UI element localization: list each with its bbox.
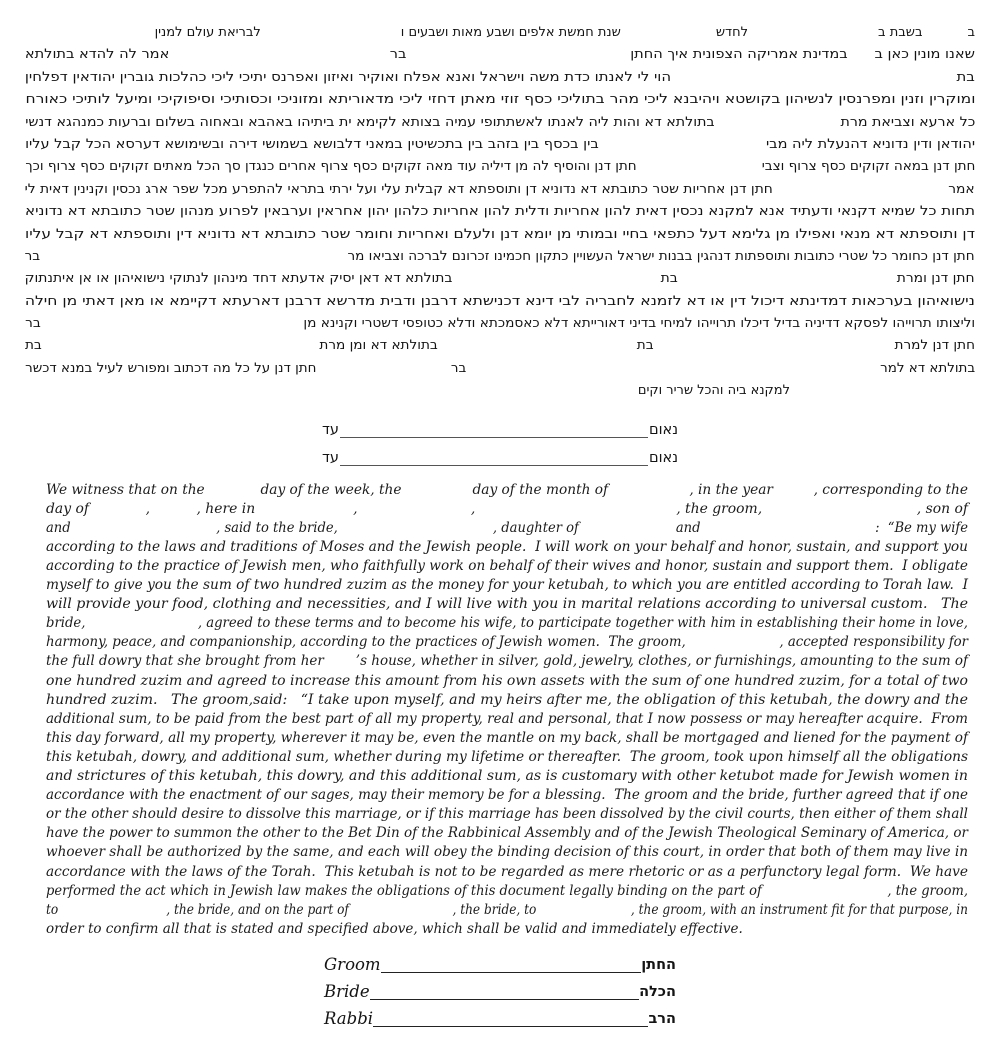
english-text-line (46, 843, 968, 862)
text-segment: according to the practice of Jewish men, who faithfully work on behalf of their wives and honor, sustain and support them. I obligate (46, 558, 968, 575)
text-segment: or the other should desire to dissolve this marriage, or if this marriage has been dissolved by the civil courts, then either of them shall (46, 806, 968, 823)
text-segment: , the bride, to (452, 901, 537, 918)
english-text-line (46, 633, 968, 652)
english-text-line (46, 500, 968, 519)
text-segment: בת (24, 338, 42, 354)
text-segment: חתן דנן אחריות שטר כתובתא דא נדוניא דן ותוספתא דא קבלית עלי ועל ירתי בתראי להתפרע מכל שפר ארג נכסין וקנינין דאית לי (24, 181, 774, 197)
english-text-line (46, 920, 968, 939)
groom-label-english: Groom (324, 954, 381, 974)
english-text-line (46, 863, 968, 882)
english-text-line (46, 767, 968, 786)
text-segment: have the power to summon the other to the Bet Din of the Rabbinical Assembly and of the Jewish Theological Seminary of America, or (46, 825, 968, 842)
text-segment: דן ותוספתא דא מנאי ואפילו מן גלימא דעל כתפאי בחיי ובמותי מן יומא דנן ולעלם ואחריות וחומר שטר כתובתא דא נדוניא דין ותוספתא דא קבל עליו (25, 226, 975, 242)
bride-signature-line[interactable] (370, 983, 639, 1000)
text-segment: בר (450, 360, 467, 376)
text-segment: , daughter of (492, 519, 579, 536)
english-text-line (46, 748, 968, 767)
text-segment: בתולתא דא והות ליה לאנתו לאשתתופי עמיה בצותא לקימא ית ביתיהו באהבא ובאחוה בשלום וברעות כמנהגא דנשי (25, 114, 715, 130)
blank-fill-in-field (316, 370, 451, 372)
text-segment: performed the act which in Jewish law makes the obligations of this document legally binding on the part of (46, 882, 762, 899)
english-text-section (0, 467, 1000, 939)
text-segment: , the groom, (887, 882, 968, 899)
english-text-line (46, 595, 968, 614)
groom-signature-line[interactable] (381, 956, 642, 973)
text-segment: one hundred zuzim and agreed to increase this amount from his own assets with the sum of one hundred zuzim, for a total of two (46, 672, 968, 689)
text-segment: to (46, 901, 59, 918)
text-segment: חתן דנן במאה זקוקים כסף צרוף וצבי (761, 159, 975, 175)
english-text-line (46, 729, 968, 748)
blank-fill-in-field (42, 347, 320, 349)
hebrew-text-line (25, 156, 975, 178)
text-segment: כל ארעא וצביאת מרת (840, 114, 975, 130)
text-segment: יהודאן ודין נדוניא דהנעלת ליה מבי (765, 136, 975, 152)
text-segment: , in the year (689, 481, 773, 498)
english-text-line (46, 557, 968, 576)
hebrew-text-line (25, 112, 975, 134)
english-text-line (46, 519, 968, 538)
hebrew-text-line (25, 134, 975, 156)
english-text-line (46, 824, 968, 843)
rabbi-label-hebrew: הרב (648, 1010, 676, 1027)
text-segment: this ketubah, dowry, and additional sum, whether during my lifetime or thereafter. The groom, took upon himself all the obligations (46, 748, 968, 765)
blank-fill-in-field (773, 492, 814, 494)
witness-row-2 (315, 439, 685, 467)
hebrew-text-line (25, 22, 975, 44)
text-segment: , said to the bride, (216, 519, 338, 536)
blank-fill-in-field (205, 492, 261, 494)
text-segment: day of the month of (472, 481, 609, 498)
english-text-line (46, 882, 968, 901)
hebrew-text-line (25, 313, 975, 335)
blank-fill-in-field (671, 79, 956, 81)
blank-fill-in-field (475, 511, 676, 513)
bride-label-english: Bride (324, 981, 370, 1001)
blank-fill-in-field (654, 347, 895, 349)
text-segment: בתולתא דא דאן יסיק אדעתא דחד מינהון לנתוקי נישואיהון או אן איתנתוק (24, 271, 453, 287)
hebrew-text-line (25, 67, 975, 89)
hebrew-text-line (25, 89, 975, 111)
text-segment: בר (389, 47, 407, 63)
hebrew-text-line (25, 358, 975, 380)
text-segment: בתולתא דא ומן מרת (319, 338, 438, 354)
text-segment: , here in (196, 500, 256, 517)
witness-signature-line-2[interactable] (340, 450, 648, 466)
text-segment: נישואיהון בערכאות דמדינתא דיכול דין או דא לזמנא לחבריה לבי דינא דכנישתא דרבנן ודבית מדרשא דרבנן דארעתא דקיימא או מאן דאתי מן חילה (25, 293, 975, 309)
hebrew-text-section (0, 0, 1000, 403)
english-text-line (46, 576, 968, 595)
english-text-line (46, 672, 968, 691)
bride-signature-row (324, 974, 676, 1001)
blank-fill-in-field (579, 530, 676, 532)
text-segment: the full dowry that she brought from her (46, 653, 324, 670)
text-segment: בת (956, 69, 975, 85)
english-text-line (46, 614, 968, 633)
hebrew-text-line (25, 44, 975, 66)
blank-fill-in-field (714, 124, 840, 126)
text-segment: harmony, peace, and companionship, according to the practices of Jewish women. The groom, (46, 634, 686, 651)
blank-fill-in-field (71, 530, 216, 532)
blank-fill-in-field (169, 56, 389, 58)
text-segment: הוי לי לאנתו כדת משה וישראל ואנא אפלח ואוקיר ואיזון ואפרנס יתיכי ליכי כהלכות גוברין יהודאין דפלחין (25, 69, 672, 85)
text-segment: , the bride, and on the part of (166, 901, 349, 918)
text-segment: , the groom, with an instrument fit for that purpose, in (630, 901, 968, 918)
groom-label-hebrew: החתן (641, 956, 676, 973)
blank-fill-in-field (466, 370, 880, 372)
text-segment: , agreed to these terms and to become his wife, to participate together with him in establishing their home in love, (197, 615, 968, 632)
signature-section (0, 947, 1000, 1028)
hebrew-text-line (25, 291, 975, 313)
text-segment: and (675, 519, 701, 536)
witness-row-1 (315, 411, 685, 439)
text-segment: חתן דנן כחומר כל שטרי כתובות ותוספתות דנהגין בבנות ישראל העשויין כתקון חכמינו זכרונם לברכה וצביאו מר (347, 248, 976, 264)
blank-fill-in-field (700, 530, 875, 532)
text-segment: ’s house, whether in silver, gold, jewelry, clothes, or furnishings, amounting to the sum of (355, 653, 969, 670)
text-segment: בר (25, 316, 41, 332)
text-segment: בשבת ב (878, 25, 923, 40)
english-text-line (46, 710, 968, 729)
hebrew-text-line (25, 224, 975, 246)
text-segment: בין בכסף בין בזהב בין בתכשיטין במאני דלבושא בשמושי דירה ובשימושא דערסא הכל קבל עליו (25, 136, 599, 152)
blank-fill-in-field (401, 492, 472, 494)
text-segment: בת (636, 338, 654, 354)
text-segment: , the groom, (676, 500, 763, 517)
english-text-line (46, 481, 968, 500)
text-segment: order to confirm all that is stated and specified above, which shall be valid and immediately effective. (46, 920, 743, 937)
english-text-line (46, 786, 968, 805)
blank-fill-in-field (621, 34, 716, 36)
text-segment: בת (661, 271, 679, 287)
text-segment: according to the laws and traditions of Moses and the Jewish people. I will work on your behalf and honor, sustain, and support you (46, 538, 968, 555)
text-segment: bride, (46, 615, 86, 632)
english-text-line (46, 901, 968, 920)
blank-fill-in-field (89, 511, 146, 513)
text-segment: אמר (948, 181, 975, 197)
text-segment: בתולתא דא למר (879, 360, 975, 376)
hebrew-text-line (25, 179, 975, 201)
blank-fill-in-field (599, 146, 766, 148)
rabbi-signature-line[interactable] (373, 1010, 648, 1027)
blank-fill-in-field (438, 347, 637, 349)
hebrew-text-line (25, 335, 975, 357)
text-segment: whoever shall be authorized by the same, and each will obey the binding decision of this court, in order that both of them may live in (46, 844, 968, 861)
blank-fill-in-field (453, 280, 661, 282)
text-segment: additional sum, to be paid from the best part of all my property, real and personal, that I now possess or may hereafter acquire. From (46, 710, 969, 727)
blank-fill-in-field (85, 625, 197, 627)
blank-fill-in-field (41, 325, 304, 327)
blank-fill-in-field (536, 912, 631, 914)
text-segment: hundred zuzim. The groom,said: “I take upon myself, and my heirs after me, the obligation of this ketubah, the dowry and the (46, 691, 969, 708)
text-segment: לבריאת עולם למנין (154, 25, 261, 40)
english-text-line (46, 652, 968, 671)
text-segment: חתן דנן והוסיף לה מן דיליה עוד מאה זקוקים כסף צרוף אחרים כנגדן סך הכל מאתים זקוקים כסף צרוף וכך (25, 159, 637, 175)
text-segment: בר (25, 248, 41, 264)
text-segment: will provide your food, clothing and necessities, and I will live with you in marital relations according to universal custom. The (46, 596, 968, 613)
blank-fill-in-field (773, 191, 948, 193)
text-segment: , (145, 500, 151, 517)
blank-fill-in-field (349, 912, 453, 914)
text-segment: למקנא ביה והכל שריר וקים (637, 383, 790, 399)
hebrew-text-line (25, 246, 975, 268)
text-segment: : “Be my wife (875, 519, 968, 536)
witness-ed-label: עד (321, 449, 339, 466)
blank-fill-in-field (686, 644, 780, 646)
text-segment: accordance with the laws of the Torah. This ketubah is not to be regarded as mere rhetoric or as a perfunctory legal form. We have (46, 863, 969, 880)
text-segment: this day forward, all my property, wherever it may be, even the mantle on my back, shall be mortgaged and liened for the payment of (46, 729, 968, 746)
english-text-line (46, 538, 968, 557)
text-segment: , (470, 500, 476, 517)
text-segment: לחדש (715, 25, 749, 40)
text-segment: תחות כל שמיא דקנאי ודעתיד אנא למקנא נכסין דאית להון אחריות ודלית להון אחריות כלהון יהון אחראין וערבאין לפרוע מנהון שטר כתובתא דא נדוניא (25, 204, 975, 220)
rabbi-signature-row (324, 1001, 676, 1028)
text-segment: אמר לה להדא בתולתא (25, 47, 170, 63)
text-segment: שנת חמשת אלפים ושבע מאות ושבעים ו (400, 25, 621, 40)
text-segment: day of (46, 500, 90, 517)
blank-fill-in-field (636, 168, 761, 170)
blank-fill-in-field (358, 511, 471, 513)
text-segment: ב (967, 25, 975, 40)
witness-section (0, 411, 1000, 467)
text-segment: וליצותו תרוייהו לפסקא דדיניה בדיל דיכלו תרוייהו למיחי בדיני דאורייתא דלא כאסמכתא ודלא כטופסי דשטרי וקנינא מן (303, 316, 976, 332)
english-text-line (46, 691, 968, 710)
witness-naum-label: נאום (648, 421, 679, 438)
blank-fill-in-field (40, 258, 347, 260)
text-segment: , corresponding to the (813, 481, 968, 498)
text-segment: We witness that on the (46, 481, 205, 498)
blank-fill-in-field (338, 530, 493, 532)
witness-naum-label: נאום (648, 449, 679, 466)
blank-fill-in-field (406, 56, 630, 58)
blank-fill-in-field (150, 511, 196, 513)
blank-fill-in-field (762, 893, 888, 895)
blank-fill-in-field (762, 511, 917, 513)
text-segment: במדינת אמריקה הצפונית איך החתן (630, 47, 848, 63)
text-segment: , accepted responsibility for (779, 634, 968, 651)
text-segment: , son of (916, 500, 968, 517)
witness-signature-line-1[interactable] (340, 422, 648, 438)
text-segment: and (46, 519, 71, 536)
text-segment: חתן דנן למרת (894, 338, 975, 354)
blank-fill-in-field (608, 492, 689, 494)
text-segment: accordance with the enactment of our sages, may their memory be for a blessing. The groom and the bride, further agreed that if one (46, 787, 968, 804)
text-segment: and strictures of this ketubah, this dowry, and this additional sum, as is customary with other ketubot made for Jewish women in (46, 768, 969, 785)
hebrew-text-line (25, 268, 975, 290)
rabbi-label-english: Rabbi (324, 1008, 374, 1028)
blank-fill-in-field (922, 34, 967, 36)
hebrew-text-line (25, 380, 975, 402)
blank-fill-in-field (58, 912, 166, 914)
blank-fill-in-field (261, 34, 401, 36)
bride-label-hebrew: הכלה (639, 983, 676, 1000)
blank-fill-in-field (324, 663, 356, 665)
blank-fill-in-field (848, 56, 875, 58)
text-segment: חתן דנן על כל מה דכתוב ומפורש לעיל במנא דכשר (25, 360, 317, 376)
text-segment: day of the week, the (260, 481, 402, 498)
blank-fill-in-field (678, 280, 897, 282)
witness-ed-label: עד (321, 421, 339, 438)
blank-fill-in-field (255, 511, 353, 513)
text-segment: myself to give you the sum of two hundred zuzim as the money for your ketubah, to which you are entitled according to Torah law. I (46, 577, 968, 594)
text-segment: חתן דנן ומרת (897, 271, 975, 287)
blank-fill-in-field (748, 34, 878, 36)
groom-signature-row (324, 947, 676, 974)
text-segment: , (353, 500, 358, 517)
hebrew-text-line (25, 201, 975, 223)
english-text-line (46, 805, 968, 824)
text-segment: שאנו מונין כאן ב (874, 47, 975, 63)
text-segment: ומוקרין וזנין ומפרנסין לנשיהון בקושטא ויהיבנא ליכי מהר בתוליכי כסף זוזי מאתן דחזי ליכי מדאוריתא ומזוניכי וכסותיכי וסיפוקיכי ומיעל לותיכי כאורח (25, 92, 975, 108)
